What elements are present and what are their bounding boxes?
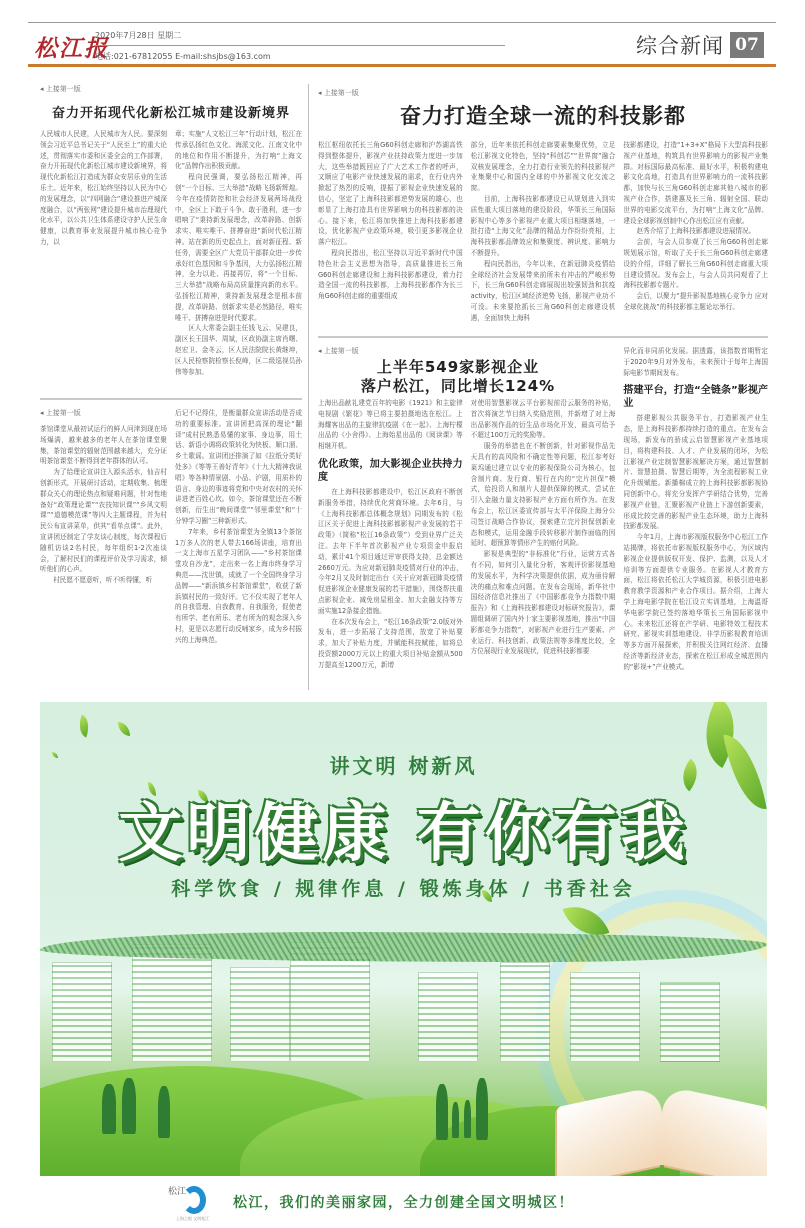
paragraph: 会前，与会人员参观了长三角G60科创走廊规划展示馆，听取了关于长三角G60科创走廊建设的介绍，详细了解长三角G60科创走廊重大项目建设情况。发布会上，与会人员共同观看了上海科技影都专题片。 (623, 238, 768, 290)
article-column (623, 140, 768, 324)
swirl-icon (182, 1186, 206, 1214)
paragraph: 目前，上海科技影都建设已从规划进入到实质性重大项目落地的建设阶段，华策长三角国际影视中心等多个影视产业重大项目相继落地，一批打造“上海文化”品牌的精品力作纷纷亮相，上海科技影都品牌效应和集聚度、辨识度、影响力不断提升。 (470, 194, 616, 257)
continued-label: ◂ 上接第一版 (40, 84, 302, 94)
paragraph: 异化而非同质化发展。据透露，该指数首期暂定于2020年9月对外发布，未来预计于每年上海国际电影节期间发布。 (623, 347, 768, 377)
paragraph: 部分，近年来依托科创走廊要素集聚优势，立足松江影视文化特色，坚持“科创芯”“世界窗”融合双核发展理念，全力打造行业领先的科技影视产业集聚中心和国内全球的中外影视文化交流之窗。 (470, 141, 616, 193)
building (132, 944, 212, 1062)
paragraph: 章；实施“人文松江三年”行动计划，松江在传承弘扬红色文化、海派文化、江南文化中的地位和作用不断提升，为打响“上海文化”品牌作出积极贡献。 (175, 130, 302, 171)
article-headline-line2: 落户松江，同比增长124% (360, 377, 556, 395)
article-column (471, 140, 616, 324)
paragraph: 为了给理论宣讲注入源头活水，仙吉村创新形式，开展研讨活动，定期收集、梳理群众关心的理论热点和疑难问题，针对性地备好“政策理论课”“农技知识课”“乡风文明课”“道德模范课”等四大主题课程，并为村民公布宣讲菜单，供其“看单点课”。此外，宣讲团还制定了学友谈心制度，每次课程后随机访谈2名村民，每年组织1-2次座谈会，了解村民们的课程评价及学习需求，倾听他们的心声。 (40, 468, 167, 574)
article-film-capital (318, 88, 768, 328)
book-page-left (557, 1085, 662, 1176)
article-column (318, 346, 463, 690)
article-column (175, 408, 302, 646)
section-divider (318, 336, 768, 338)
civility-footer (40, 1176, 767, 1228)
building (660, 982, 720, 1062)
paragraph: 上海出品献礼建党百年的电影《1921》和主旋律电视剧《繁花》等已将主要拍摄地选在松江。上海耀客出品的主旋律抗疫剧《在一起》、上海柠檬出品的《小舍得》、上海始星出品的《阅读课》等相继开机。 (318, 399, 463, 451)
article-subhead: 搭建平台，打造“全链条”影视产业 (623, 385, 768, 410)
paragraph: 人民城市人民建，人民城市为人民。要深刻领会习近平总书记关于“人民至上”的重大论述，贯彻落实市委和区委全会的工作部署，奋力开拓现代化新松江城市建设新境界，将现代化新松江打造成为群众安居乐业的生活乐土。近年来，松江始终坚持以人民为中心的发展理念，以“四网融合”建设推进产城深度融合，以“两张网”建设提升城市治理现代化水平，以公共卫生体系建设守护人民生命健康，以教育事业发展提升城市核心竞争力，以 (40, 130, 167, 246)
paragraph: 在上海科技影都建设中，松江区政府不断创新服务举措，持续优化营商环境。去年6月，与《上海科技影都总体概念规划》同期发布的《松江区关于促进上海科技影都影视产业发展的若干政策》（简称“松江16条政策”）受到业界广泛关注。去年下半年首次影视产业专项资金申报启动，累计41个项目通过评审获得支持，总金额达2660万元。为应对新冠肺炎疫情对行业的冲击，今年2月又及时制定出台《关于应对新冠肺炎疫情促进影视企业健康发展的若干措施》，围绕帮扶重点影视企业、减免房屋租金、加大金融支持等方面实施12条接企措施。 (318, 487, 463, 615)
footer-slogan: 松江，我们的美丽家园，全力创建全国文明城区！ (233, 1195, 574, 1211)
paragraph: 在本次发布会上，“松江16条政策”2.0版对外发布，进一步拓展了支持范围，放宽了补贴要求，加大了补贴力度，并赋能科技赋能，如将总投资额2000万元以上的重大项目补贴金额从500万提高至1200万元，新增 (318, 617, 463, 669)
section-divider (40, 398, 302, 400)
leaf-icon (118, 722, 130, 736)
article-headline: 奋力开拓现代化新松江城市建设新境界 (51, 106, 290, 121)
article-city-construction (40, 84, 302, 390)
paragraph: 赵秀介绍了上海科技影都建设进展情况。 (636, 227, 756, 236)
issue-date: 2020年7月28日 星期二 (95, 30, 505, 46)
paragraph: 程向民强调，要弘扬松江精神，再创“一个目标、三大举措”战略飞扬新辉煌。今年在疫情防控和社会经济发展两场战役中，全区上下敢于斗争、敢于胜利，进一步唱响了“秉持新发展理念，改革辟路、创新求实、唯实唯干、拼搏奋进”新时代松江精神。站在新的历史起点上，面对新征程、新任务，需要全区广大党员干部群众进一步传承好红色基因和斗争基因，大力弘扬松江精神，全力以赴、再接再厉，将“一个目标、三大举措”战略布局高质量推向新的水平。弘扬松江精神，秉持新发展理念是根本前提，改革辟路、创新求实是必然路径，唯实唯干、拼搏奋进是时代要求。 (175, 173, 302, 322)
building (570, 972, 640, 1062)
continued-label: ◂ 上接第一版 (40, 408, 302, 418)
column-divider (308, 84, 309, 690)
article-subhead: 优化政策，加大影视企业扶持力度 (318, 458, 463, 483)
orange-divider (28, 64, 776, 67)
open-book-illustration (557, 1081, 767, 1176)
paragraph: 程向民指出，松江坚持以习近平新时代中国特色社会主义思想为指导，高质量推进长三角G60科创走廊建设和上海科技影都建设，着力打造全国一流的科技影都，上海科技影都作为长三角G60科创走廊的重要组成 (318, 248, 463, 301)
paragraph: 服务的举措也在不断创新，针对影视作品先天具有的高风险和不确定性等问题，松江参考好莱坞通过建立以专业的影视保险公司为核心，包含制片商、发行商、银行在内的“完片担保”模式，给投资人和制片人提供保障的模式，尝试在引入金融力量支持影视产业方面有所作为。在发布会上，松江区委宣传部与太平洋保险上海分公司签订战略合作协议，探索建立完片担保创新业态和模式，运用金融手段转移影片制作面临的因延时、超预算等情形产生的赔付风险。 (470, 442, 616, 548)
building (418, 972, 478, 1062)
contact-info: 电话:021-67812055 E-mail:shsjbs@163.com (95, 52, 271, 61)
article-headline: 奋力打造全球一流的科技影都 (400, 104, 686, 128)
paragraph: 今年1月，上海市影视版权服务中心松江工作站揭牌，将依托市影视版权服务中心，为区域内影视企业提供版权开发、保护、监测，以及人才培训等方面提供专业服务。在影视人才教育方面，松江将依托松江大学城资源，积极引进电影教育教学资源和产业合作项目。据介绍，上海大学上海电影学院在松江设立实训基地，上海温哥华电影学院已签约落地华策长三角国际影视中心。未来松江还将在产学研、电影特效工程技术研究、影视实训基地建设、非学历影视教育培训等多方面开展探索，并积极关注网红经济、直播经济等新经济业态，探索在松江形成全城范围内的“影视+”产业模式。 (623, 533, 768, 671)
newspaper-logo: 松江报 (34, 35, 109, 62)
paragraph: 茶馆课堂从最初试运行的鲜人问津到现在场场爆满，越来越多的老年人在茶馆课堂聚集，茶馆课堂的辐射范围越来越大，充分证明茶馆课堂不断得到老年群体的认可。 (40, 425, 167, 466)
article-headline: 上半年549家影视企业 (376, 358, 540, 376)
paragraph: 7年来，乡村茶馆课堂为全镇13个茶馆1万多人次的老人带去166场讲座，培育出一支上海市五星学习团队——“乡村茶馆课堂攻自沙龙”，走出来一名上海市终身学习典范——沈世镇，成就了一个全国终身学习品牌——“新浜镇乡村茶馆课堂”，收获了新浜镇村民的一致好评。它不仅实现了老年人的自我管理、自我教育、自我服务，促使老有所学、老有所乐、老有所为的观念深入乡村，更是以志愿行动反哺家乡，成为乡村振兴的上海典范。 (175, 527, 302, 644)
slogan-sub: 科学饮食 / 规律作息 / 锻炼身体 / 书香社会 (171, 878, 636, 900)
article-column (623, 346, 768, 690)
paragraph: 会后，以聚力“提升影视基地核心竞争力 应对全球化挑战”的科技影都主题论坛举行。 (623, 292, 768, 311)
page-number: 07 (730, 32, 764, 58)
article-column (175, 129, 302, 377)
paragraph: 技影都建设，打造“1+3+X”格局下大型高科技影视产业基地，构筑具有世界影响力的影视产业集群。对标国际最高标准、最好水平，积极构建电影文化高地，打造具有世界影响力的一流科技影都，加快与长三角G60科创走廊其他八城市的影视产业合作，搭建惠及长三角、辐射全国、联动世界的电影交流平台，为打响“上海文化”品牌、建设全球影视创制中心作出松江应有贡献。 (623, 141, 768, 225)
paragraph: 影视是典型的“非标准化”行业，运营方式各有不同，如何引入量化分析，客观评价影视基地的发展水平，为科学决策提供依据，成为亟待解决的痛点和难点问题。在发布会现场，新华社中国经济信息社推出了《中国影都竞争力指数中期报告》和《上海科技影都建设对标研究报告》，课题组调研了国内外十家主要影视基地，推出“中国影都竞争力指数”，对影视产业进行生产要素、产业运行、科技创新、政策法规等多维度比较，全方位展现行业发展现状，促进科技影都要 (470, 550, 616, 656)
paragraph: 对使用智慧影视云平台影视前沿云服务的补贴，首次将演艺节目纳入奖励范围，并新增了对上海出品影视作品的衍生品市场化开发，最高可给予不超过100万元的奖励等。 (470, 399, 616, 440)
person-silhouette (158, 1086, 170, 1138)
building (52, 962, 112, 1062)
top-rule (28, 22, 776, 23)
person-silhouette (476, 1078, 488, 1140)
book-page-right (662, 1085, 767, 1176)
masthead (28, 26, 776, 64)
logo-calligraphy: 松江 (168, 1187, 187, 1197)
city-buildings-illustration (40, 932, 767, 1062)
person-silhouette (102, 1084, 116, 1134)
continued-label: ◂ 上接第一版 (318, 346, 598, 356)
building (500, 962, 550, 1062)
article-column (318, 140, 463, 324)
article-teahouse-classroom (40, 408, 302, 690)
person-silhouette (122, 1078, 136, 1134)
paragraph: 程向民指出，今年以来，在新冠肺炎疫情给全球经济社会发展带来前所未有冲击的严峻形势下，长三角G60科创走廊展现出较强韧劲和抗疫activity，松江区域经济逆势飞扬，影视产业功不可没。未来要抢抓长三角G60科创走廊建设机遇，全面加快上海科 (470, 259, 616, 322)
paragraph: 区人大常委会副主任钱飞云、吴建良，副区长王国华、周斌，区政协副主席肖曙、赵宏卫、金冬云，区人民法院院长黄继坤，区人民检察院检察长倪峰，区二级巡视员孙伟等参加。 (175, 324, 302, 376)
article-column (40, 129, 167, 377)
building (230, 967, 290, 1062)
civility-ad-banner (40, 702, 767, 1176)
section-title: 综合新闻 (636, 34, 724, 58)
paragraph: 村民愿不愿意听，听不听得懂，听 (53, 576, 153, 585)
paragraph: 松江枢纽依托长三角G60科创走廊和沪苏湖高铁得到整体提升，影视产业扶持政策力度进一步加大，这些举措既回应了广大艺术工作者的呼声，又顺应了电影产业快速发展的需求，在行业内外掀起了热烈的反响，提振了影视企业快速发展的信心，坚定了上海科技影都逆势发展的雄心，也彰显了上海打造具有世界影响力的科技影都的决心。接下来，松江将加快推进上海科技影都建设，优化影视产业政策环境，吸引更多影视企业落户松江。 (318, 141, 463, 247)
paragraph: 搭建影视公共服务平台，打造影视产业生态，是上海科技影都持续打造的重点。在发布会现场，新发布的骄成云启智慧影视产业基地项目，将构建科技、人才、产业发展的闭环，为松江影视产业定制智慧影视解决方案，通过智慧制片、智慧拍摄、智慧后期等，为全流程影视工业化升级赋能。新播棉成立的上海科技影都影视协同创新中心，将充分发挥产学研结合优势，完善影视产业链，汇聚影视产业链上下游创新要素，形成比较完善的影视产业生态环境，助力上海科技影都发展。 (623, 414, 768, 531)
person-silhouette (452, 1102, 459, 1138)
person-silhouette (464, 1100, 471, 1138)
paragraph: 后记不记得住，是衡量群众宣讲活动是否成功的重要标准。宣讲团把高深的理论“翻译”成村民熟悉易懂的家事、身边事，用土话、新语小调将政策转化为快板、顺口溜、乡土歌谣。宣讲团还排演了如《拉纸分类好处多》《等等王善好青年》《十九大精神我说唱》等各种情景剧、小品、沪剧，用质朴的语言、身边的事迹将党和中央对农村的关怀讲进老百姓心坎。如今，茶馆课堂还在不断创新，衍生出“晚间课堂”“邻里课堂”和“十分钟学习圈”三种新形式。 (175, 409, 302, 525)
slogan-top: 讲文明 树新风 (329, 754, 478, 778)
masthead-meta (95, 30, 505, 62)
slogan-main: 文明健康 有你有我 (118, 797, 689, 871)
article-film-companies (318, 346, 768, 690)
article-column (471, 346, 616, 690)
leaf-icon (75, 715, 93, 738)
continued-label: ◂ 上接第一版 (318, 88, 768, 98)
person-silhouette (436, 1084, 448, 1140)
songjiang-civility-logo (168, 1186, 212, 1222)
article-column (40, 424, 167, 646)
logo-caption: 上海之根 文明松江 (176, 1216, 210, 1221)
